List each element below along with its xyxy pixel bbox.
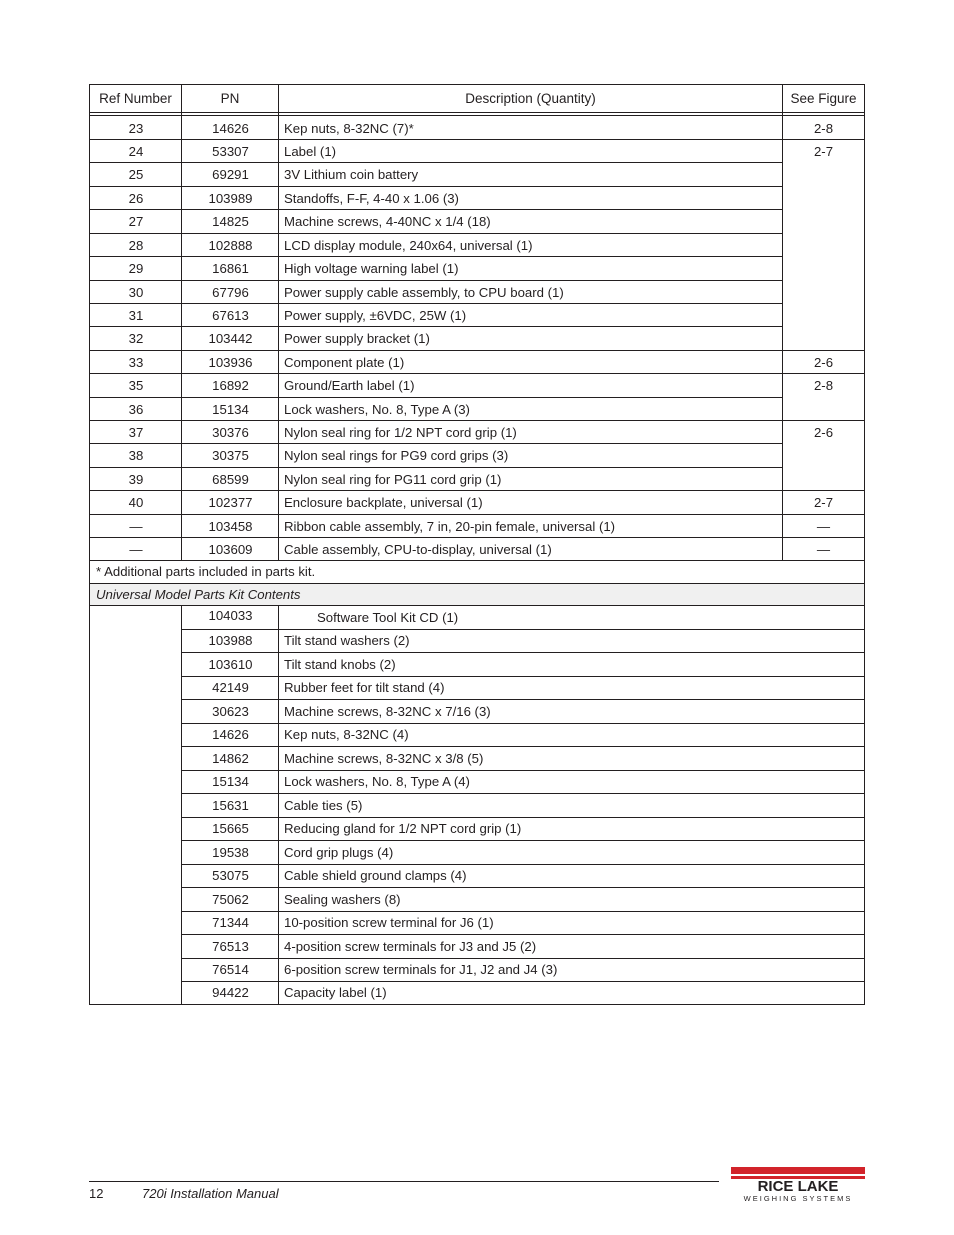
pn-cell: 15134 bbox=[212, 401, 249, 417]
kit-pn-cell: 104033 bbox=[208, 607, 253, 623]
pn-cell: 53307 bbox=[212, 143, 249, 159]
see-figure-cell: 2-8 bbox=[813, 120, 834, 136]
kit-row bbox=[90, 959, 864, 983]
kit-description-cell: Lock washers, No. 8, Type A (4) bbox=[284, 774, 470, 790]
kit-pn-cell: 76513 bbox=[212, 938, 249, 954]
kit-pn-cell: 15631 bbox=[212, 797, 249, 813]
pn-cell: 16861 bbox=[212, 261, 249, 276]
description-cell: Component plate (1) bbox=[284, 354, 405, 370]
column-divider bbox=[181, 85, 182, 561]
footer-rule bbox=[89, 1181, 719, 1182]
kit-pn-cell: 71344 bbox=[212, 915, 249, 931]
pn-cell: 67796 bbox=[212, 284, 249, 300]
description-cell: Label (1) bbox=[284, 143, 337, 159]
kit-row bbox=[90, 700, 864, 724]
description-cell: 3V Lithium coin battery bbox=[284, 167, 419, 182]
footnote: * Additional parts included in parts kit. bbox=[96, 564, 316, 579]
see-figure-cell: 2-7 bbox=[813, 495, 834, 510]
see-figure-cell: — bbox=[816, 541, 831, 557]
kit-description-cell: 6-position screw terminals for J1, J2 and J4 (3) bbox=[284, 962, 558, 978]
kit-pn-cell: 75062 bbox=[212, 891, 249, 907]
table-row bbox=[90, 538, 864, 561]
ref-number-cell: 32 bbox=[128, 331, 144, 346]
ref-number-cell: 26 bbox=[128, 190, 144, 206]
description-cell: Kep nuts, 8-32NC (7)* bbox=[284, 120, 414, 136]
description-cell: Enclosure backplate, universal (1) bbox=[284, 495, 483, 510]
see-figure-cell: 2-7 bbox=[813, 143, 834, 159]
pn-cell: 69291 bbox=[212, 167, 249, 182]
pn-cell: 67613 bbox=[212, 307, 249, 323]
kit-pn-cell: 103988 bbox=[208, 633, 253, 649]
description-cell: Ribbon cable assembly, 7 in, 20-pin female, universal (1) bbox=[284, 518, 616, 534]
kit-row bbox=[90, 677, 864, 701]
kit-description-cell: 10-position screw terminal for J6 (1) bbox=[284, 915, 494, 931]
table-row bbox=[90, 163, 864, 187]
kit-description-cell: Cord grip plugs (4) bbox=[284, 844, 394, 860]
kit-description-cell: Cable ties (5) bbox=[284, 797, 363, 813]
ref-number-cell: 28 bbox=[128, 237, 144, 253]
pn-cell: 103442 bbox=[208, 331, 253, 346]
row-divider bbox=[783, 560, 864, 561]
kit-pn-cell: 42149 bbox=[212, 680, 249, 696]
description-cell: Power supply bracket (1) bbox=[284, 331, 430, 346]
page-number: 12 bbox=[89, 1186, 104, 1201]
kit-description-cell: Kep nuts, 8-32NC (4) bbox=[284, 727, 409, 743]
kit-row bbox=[90, 794, 864, 818]
table-row bbox=[90, 117, 864, 140]
kit-row bbox=[90, 606, 864, 630]
kit-description-cell: Tilt stand washers (2) bbox=[284, 633, 410, 649]
pn-cell: 30376 bbox=[212, 424, 249, 440]
ref-number-cell: — bbox=[129, 518, 143, 534]
pn-cell: 102377 bbox=[208, 495, 253, 510]
pn-cell: 30375 bbox=[212, 448, 249, 463]
table-row bbox=[90, 515, 864, 538]
ref-number-cell: 30 bbox=[128, 284, 144, 300]
kit-description-cell: Machine screws, 8-32NC x 3/8 (5) bbox=[284, 750, 484, 766]
ref-number-cell: 40 bbox=[128, 495, 144, 510]
column-divider bbox=[278, 85, 279, 561]
description-cell: Cable assembly, CPU-to-display, universal (1) bbox=[284, 541, 552, 557]
description-cell: Lock washers, No. 8, Type A (3) bbox=[284, 401, 470, 417]
kit-row bbox=[90, 841, 864, 865]
kit-row bbox=[90, 818, 864, 842]
pn-cell: 14626 bbox=[212, 120, 249, 136]
table-row bbox=[90, 398, 864, 421]
description-cell: Machine screws, 4-40NC x 1/4 (18) bbox=[284, 214, 491, 229]
table-row bbox=[90, 281, 864, 304]
header-ref-number: Ref Number bbox=[99, 91, 172, 106]
ref-number-cell: 38 bbox=[128, 448, 144, 463]
pn-cell: 103609 bbox=[208, 541, 253, 557]
logo-wordmark: RICE LAKE bbox=[757, 1178, 839, 1195]
ref-number-cell: 24 bbox=[128, 143, 144, 159]
pn-cell: 103936 bbox=[208, 354, 253, 370]
kit-pn-cell: 94422 bbox=[212, 985, 249, 1000]
ref-number-cell: 27 bbox=[128, 214, 144, 229]
description-cell: Power supply cable assembly, to CPU board (1) bbox=[284, 284, 564, 300]
header-see-figure: See Figure bbox=[790, 91, 857, 106]
kit-description-cell: Cable shield ground clamps (4) bbox=[284, 868, 467, 884]
header-pn: PN bbox=[220, 91, 240, 106]
kit-description-cell: Software Tool Kit CD (1) bbox=[317, 609, 459, 625]
table-row bbox=[90, 327, 864, 351]
kit-row bbox=[90, 771, 864, 795]
table-row bbox=[90, 210, 864, 234]
column-divider bbox=[278, 606, 279, 1004]
description-cell: Power supply, ±6VDC, 25W (1) bbox=[284, 307, 467, 323]
kit-pn-cell: 30623 bbox=[212, 703, 249, 719]
table-row bbox=[90, 468, 864, 491]
kit-description-cell: Rubber feet for tilt stand (4) bbox=[284, 680, 445, 696]
header-description: Description (Quantity) bbox=[465, 91, 596, 106]
kit-row bbox=[90, 747, 864, 771]
description-cell: High voltage warning label (1) bbox=[284, 261, 459, 276]
table-row bbox=[90, 444, 864, 468]
kit-description-cell: Capacity label (1) bbox=[284, 985, 387, 1000]
column-divider bbox=[181, 606, 182, 1004]
table-row bbox=[90, 187, 864, 210]
logo-tagline: WEIGHING SYSTEMS bbox=[743, 1194, 853, 1203]
description-cell: LCD display module, 240x64, universal (1) bbox=[284, 237, 533, 253]
ref-number-cell: 25 bbox=[128, 167, 144, 182]
column-divider bbox=[782, 85, 783, 561]
kit-row bbox=[90, 888, 864, 912]
parts-table bbox=[89, 84, 865, 1005]
kit-pn-cell: 15665 bbox=[212, 821, 249, 837]
kit-title: Universal Model Parts Kit Contents bbox=[96, 587, 301, 602]
kit-pn-cell: 14862 bbox=[212, 750, 249, 766]
table-row bbox=[90, 257, 864, 281]
table-header bbox=[90, 85, 864, 113]
description-cell: Standoffs, F-F, 4-40 x 1.06 (3) bbox=[284, 190, 459, 206]
table-row bbox=[90, 234, 864, 257]
see-figure-cell: — bbox=[816, 518, 831, 534]
description-cell: Nylon seal rings for PG9 cord grips (3) bbox=[284, 448, 509, 463]
kit-row bbox=[90, 912, 864, 936]
kit-row bbox=[90, 865, 864, 889]
pn-cell: 102888 bbox=[208, 237, 253, 253]
pn-cell: 14825 bbox=[212, 214, 249, 229]
ref-number-cell: 35 bbox=[128, 378, 144, 393]
table-row bbox=[90, 304, 864, 327]
ref-number-cell: 39 bbox=[128, 471, 144, 487]
table-row bbox=[90, 421, 864, 444]
table-row bbox=[90, 374, 864, 398]
description-cell: Nylon seal ring for 1/2 NPT cord grip (1) bbox=[284, 424, 517, 440]
manual-title: 720i Installation Manual bbox=[142, 1186, 279, 1201]
ref-number-cell: 33 bbox=[128, 354, 144, 370]
pn-cell: 103458 bbox=[208, 518, 253, 534]
kit-description-cell: Machine screws, 8-32NC x 7/16 (3) bbox=[284, 703, 491, 719]
ref-number-cell: 31 bbox=[128, 307, 144, 323]
see-figure-cell: 2-8 bbox=[813, 378, 834, 393]
ref-number-cell: 36 bbox=[128, 401, 144, 417]
see-figure-cell: 2-6 bbox=[813, 424, 834, 440]
ref-number-cell: 29 bbox=[128, 261, 144, 276]
kit-pn-cell: 76514 bbox=[212, 962, 249, 978]
table-row bbox=[90, 140, 864, 163]
description-cell: Nylon seal ring for PG11 cord grip (1) bbox=[284, 471, 502, 487]
pn-cell: 68599 bbox=[212, 471, 249, 487]
see-figure-cell: 2-6 bbox=[813, 354, 834, 370]
table-row bbox=[90, 351, 864, 374]
kit-description-cell: Reducing gland for 1/2 NPT cord grip (1) bbox=[284, 821, 522, 837]
kit-row bbox=[90, 724, 864, 748]
ref-number-cell: — bbox=[129, 541, 143, 557]
header-spacer bbox=[90, 112, 864, 116]
ref-number-cell: 37 bbox=[128, 424, 144, 440]
kit-pn-cell: 103610 bbox=[208, 656, 253, 672]
kit-row bbox=[90, 630, 864, 654]
kit-description-cell: Sealing washers (8) bbox=[284, 891, 401, 907]
kit-row bbox=[90, 982, 864, 1004]
rice-lake-logo bbox=[728, 1164, 868, 1204]
description-cell: Ground/Earth label (1) bbox=[284, 378, 415, 393]
kit-pn-cell: 19538 bbox=[212, 844, 249, 860]
ref-number-cell: 23 bbox=[128, 120, 144, 136]
kit-pn-cell: 15134 bbox=[212, 774, 249, 790]
pn-cell: 103989 bbox=[208, 190, 253, 206]
pn-cell: 16892 bbox=[212, 378, 249, 393]
table-row bbox=[90, 491, 864, 515]
kit-row bbox=[90, 653, 864, 677]
kit-row bbox=[90, 935, 864, 959]
kit-description-cell: 4-position screw terminals for J3 and J5 (2) bbox=[284, 938, 537, 954]
kit-pn-cell: 53075 bbox=[212, 868, 249, 884]
kit-description-cell: Tilt stand knobs (2) bbox=[284, 656, 396, 672]
kit-pn-cell: 14626 bbox=[212, 727, 249, 743]
